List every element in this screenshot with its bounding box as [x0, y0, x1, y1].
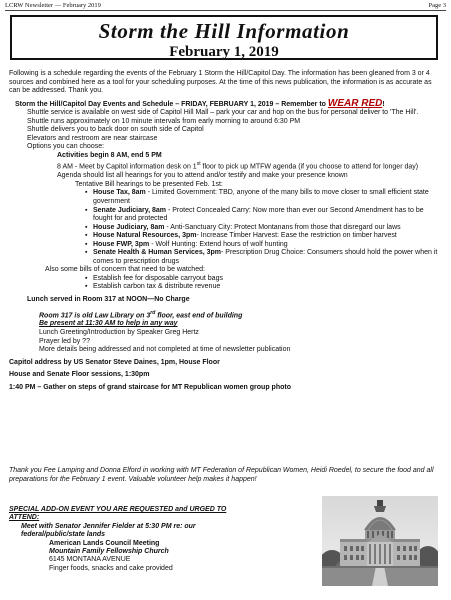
meet-info: 8 AM - Meet by Capitol information desk on 1st floor to pick up MTFW agenda (if you choose to attend for longer day) [57, 161, 419, 171]
food-note: Finger foods, snacks and cake provided [49, 564, 173, 572]
list-item: ▪ Senate Judiciary, 8am - Protect Concealed Carry: Now more than ever our Second Amendment has to be fought for and protected [9, 207, 441, 224]
more-details: More details being addressed and not completed at time of newsletter publication [39, 346, 291, 354]
list-item: ▪ House Tax, 8am - Limited Government: TBD, anyone of the many bills to move closer to small efficient state government [9, 189, 441, 206]
church-name: Mountain Family Fellowship Church [49, 548, 169, 556]
council-meeting: American Lands Council Meeting [49, 539, 160, 547]
shuttle-info: Shuttle service is available on west side of Capitol Hill Mall – park your car and hop on the bus for personal deliver to 'The Hill'. Shuttle runs approximately on 10 minute intervals from early morning to around 6:30 PM [27, 109, 419, 125]
list-item: ▪ Senate Health & Human Services, 3pm- Prescription Drug Choice: Consumers should hold the power when it comes to prescription drugs [9, 249, 441, 266]
lunch-greeting: Lunch Greeting/Introduction by Speaker Greg Hertz [39, 328, 199, 336]
list-item: ▪ Establish carbon tax & distribute revenue [9, 283, 441, 292]
addon-heading: SPECIAL ADD-ON EVENT YOU ARE REQUESTED and URGED TO ATTEND: [9, 506, 227, 522]
header-divider [5, 10, 446, 11]
addon-event [9, 506, 249, 573]
title-box [10, 15, 438, 60]
concerns-label: Also some bills of concern that need to be watched: [45, 266, 205, 274]
elevators-note: Elevators and restroom are near staircase [27, 134, 158, 142]
list-item: ▪ House FWP, 3pm - Wolf Hunting: Extend hours of wolf hunting [9, 241, 441, 250]
thanks-paragraph: Thank you Fee Lamping and Donna Elford in working with MT Federation of Republican Women, Heidi Roedel, to secure the food and all preparations for the February 1 event. Valuable volunteer help makes it happen! [9, 467, 434, 483]
list-item: ▪ House Judiciary, 8am - Anti-Sanctuary City: Protect Montanans from those that disregard our laws [9, 224, 441, 233]
schedule-content [9, 70, 441, 392]
agenda-note: Agenda should list all hearings for you to attend and/or testify and make your presence known [57, 172, 348, 180]
options-label: Options you can choose: [27, 143, 105, 151]
church-address: 6145 MONTANA AVENUE [49, 556, 131, 564]
event-date: February 1, 2019 [169, 44, 279, 60]
newsletter-name: LCRW Newsletter — February 2019 [5, 2, 101, 9]
page-title: Storm the Hill Information [98, 19, 350, 43]
intro-paragraph: Following is a schedule regarding the events of the February 1 Storm the Hill/Capitol Day. The information has been gleaned from 3 or 4 sources and combined here as a tool for your scheduling purposes. At the time of this news publication, the information is as accurate as can be addressed. Thank you. [9, 70, 432, 95]
tentative-label: Tentative Bill hearings to be presented Feb. 1st: [75, 180, 223, 188]
group-photo: 1:40 PM – Gather on steps of grand staircase for MT Republican women group photo [9, 383, 291, 391]
events-heading: Storm the Hill/Capitol Day Events and Schedule – FRIDAY, FEBRUARY 1, 2019 – Remember to WEAR RED! [15, 97, 385, 109]
capitol-building-image [322, 496, 438, 586]
page-number: Page 3 [428, 2, 446, 9]
concerns-list [9, 275, 441, 292]
lunch-heading: Lunch served in Room 317 at NOON—No Charge [27, 296, 190, 303]
wear-red: WEAR RED [327, 97, 383, 109]
floor-sessions: House and Senate Floor sessions, 1:30pm [9, 371, 150, 379]
activities-time: Activities begin 8 AM, end 5 PM [57, 151, 162, 159]
be-present: Be present at 11:30 AM to help in any way [39, 320, 178, 328]
prayer: Prayer led by ?? [39, 337, 90, 345]
list-item: ▪ House Natural Resources, 3pm- Increase Timber Harvest: Ease the restriction on timber harvest [9, 232, 441, 241]
hearings-list [9, 189, 441, 266]
addon-meet: Meet with Senator Jennifer Fielder at 5:30 PM re: our federal/public/state lands [21, 522, 196, 539]
room-info: Room 317 is old Law Library on 3rd floor, east end of building [39, 309, 243, 319]
shuttle-delivery: Shuttle delivers you to back door on south side of Capitol [27, 126, 204, 134]
list-item: ▪ Establish fee for disposable carryout bags [9, 275, 441, 284]
capitol-address: Capitol address by US Senator Steve Daines, 1pm, House Floor [9, 358, 220, 366]
